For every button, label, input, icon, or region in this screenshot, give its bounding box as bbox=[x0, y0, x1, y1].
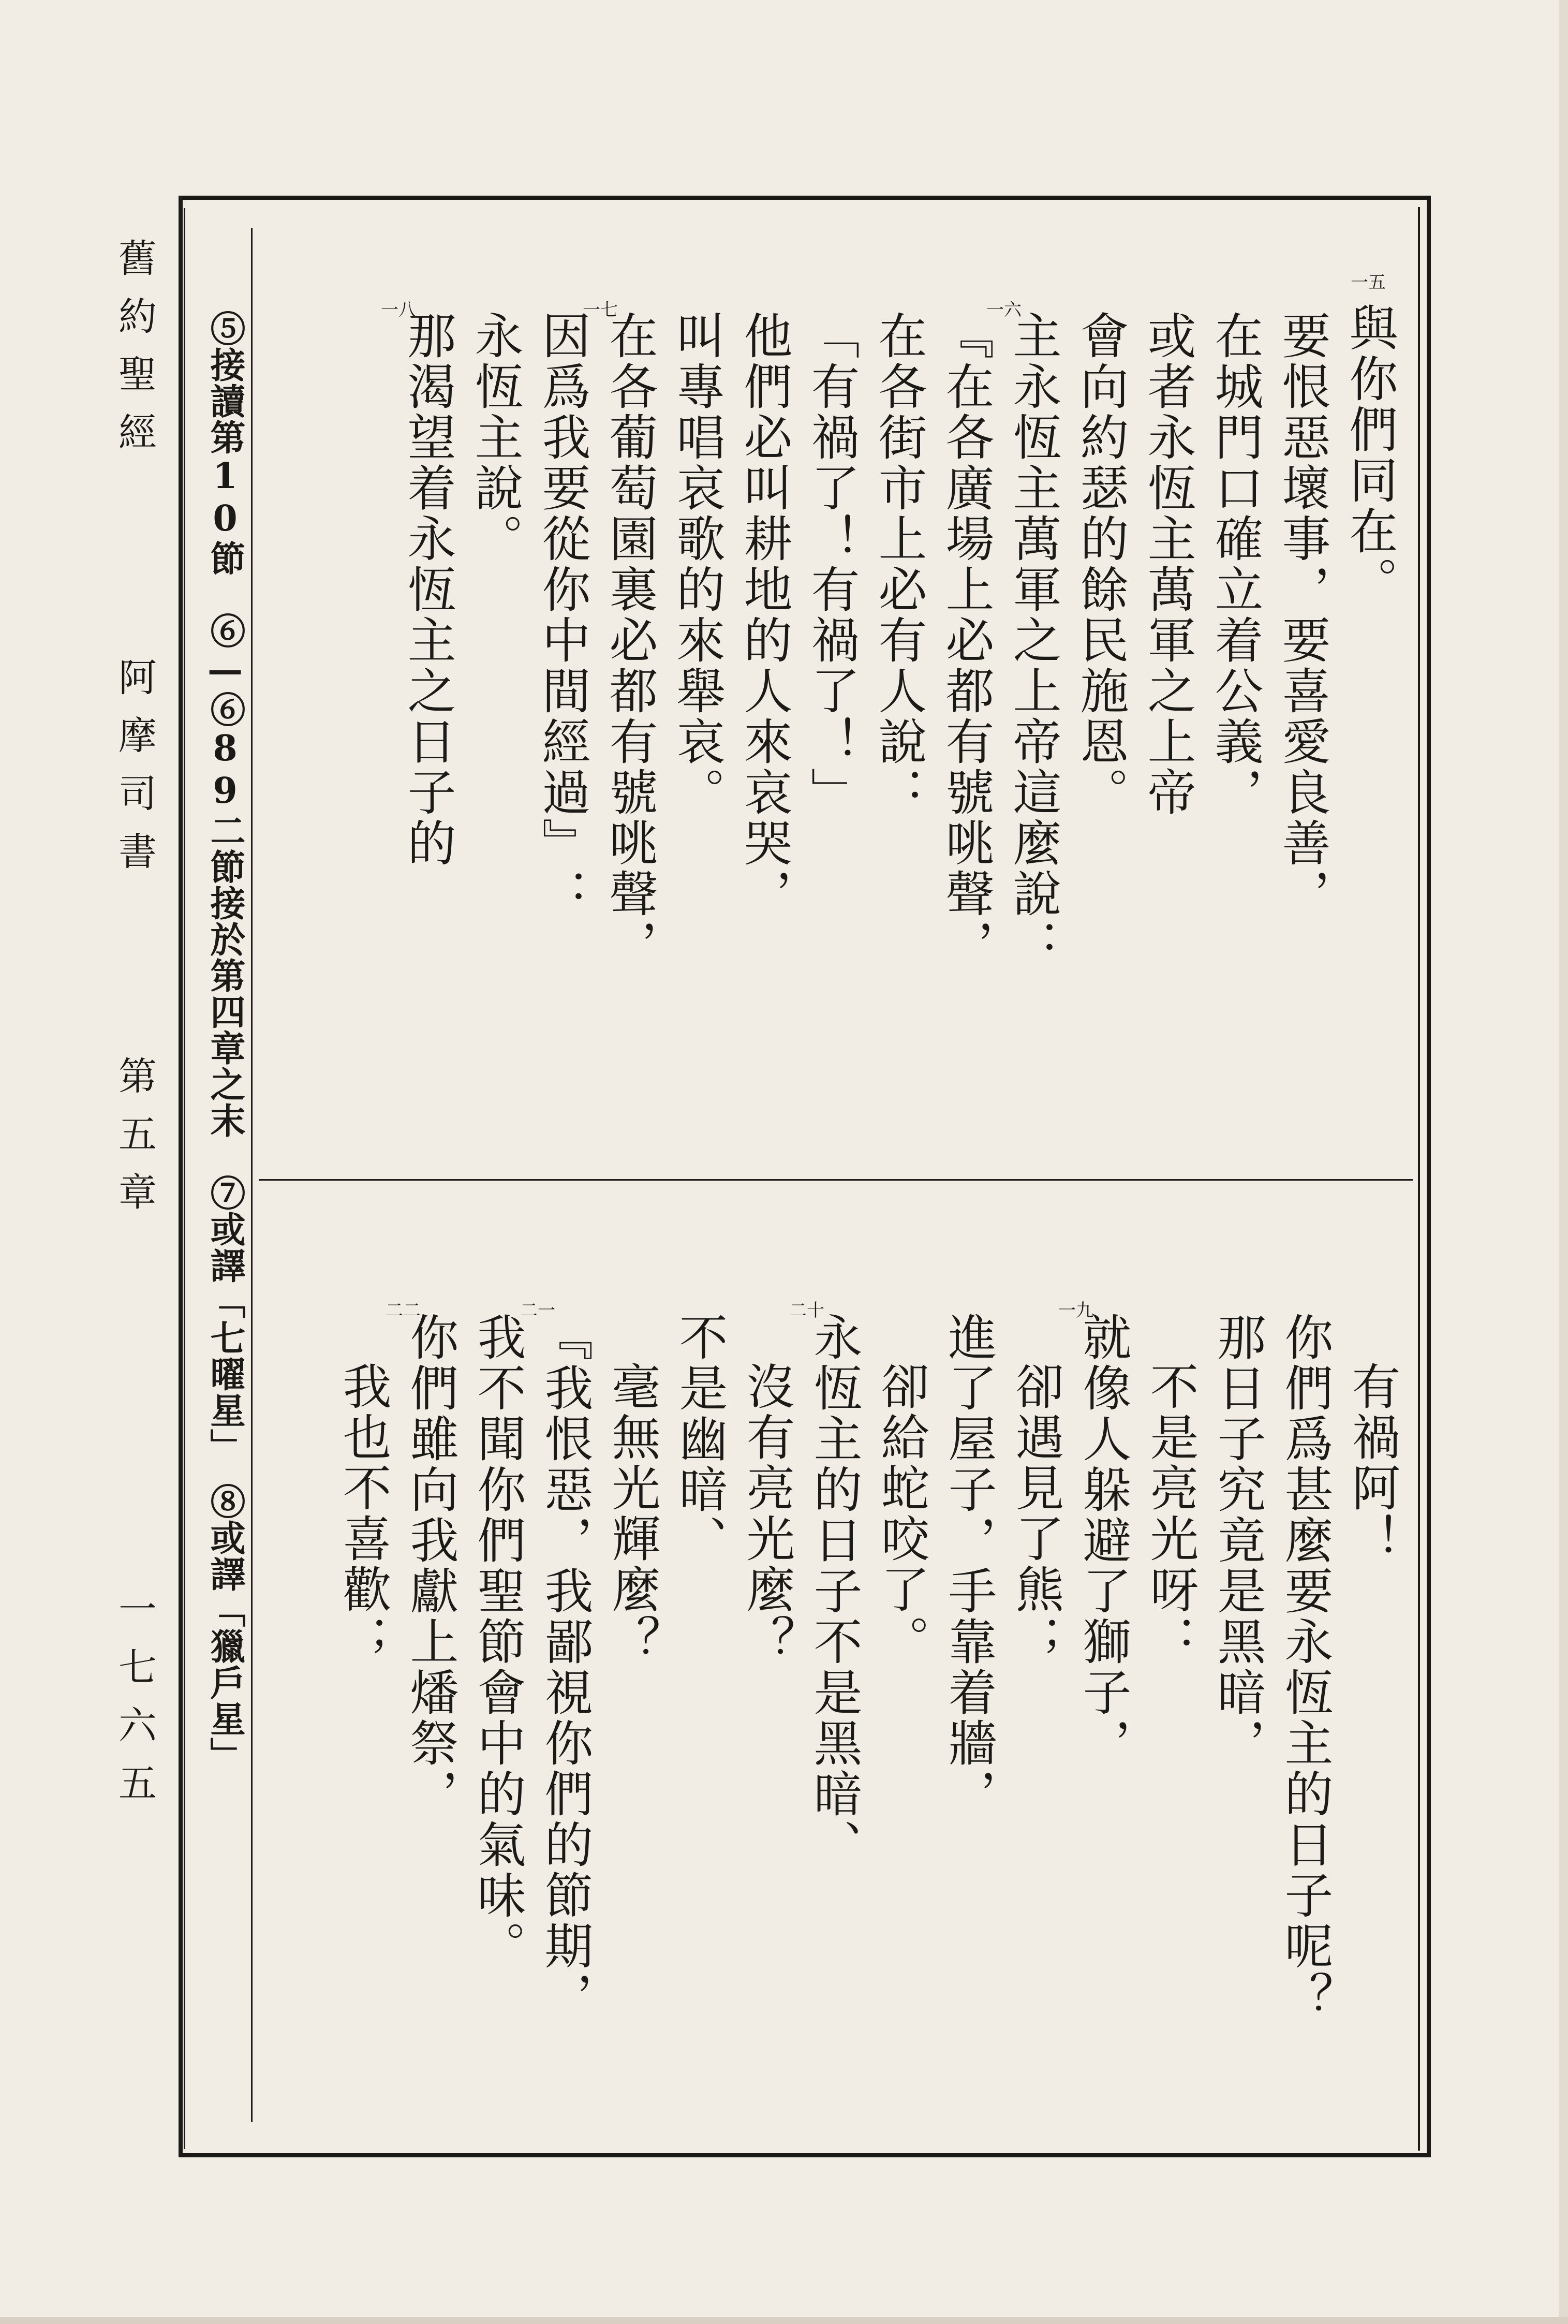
verse-line: 那日子究竟是黑暗， bbox=[1209, 1312, 1265, 1769]
verse-number: 二十 bbox=[789, 1300, 824, 1321]
verse-line: 會向約瑟的餘民施恩。 bbox=[1072, 311, 1128, 818]
verse-line: 要恨惡壞事，要喜愛良善， bbox=[1274, 311, 1330, 919]
running-header bbox=[106, 217, 163, 1977]
verse-line: 進了屋子，手靠着牆， bbox=[940, 1312, 996, 1819]
verse-line: 有禍阿！ bbox=[1343, 1361, 1400, 1564]
verse-line: 我也不喜歡； bbox=[334, 1361, 391, 1666]
verse-line: 卻遇見了熊； bbox=[1007, 1361, 1063, 1666]
verse-number: 一七 bbox=[583, 300, 618, 320]
verse-line: 一六 主永恆主萬軍之上帝這麼說： bbox=[986, 300, 1061, 970]
verse-line: 卻給蛇咬了。 bbox=[872, 1361, 929, 1666]
verse-line: 二十 永恆主的日子不是黑暗、 bbox=[789, 1300, 862, 1870]
frame-inner-right-rule bbox=[1418, 207, 1420, 2151]
verse-line: 二一 『我恨惡，我鄙視你們的節期， bbox=[520, 1300, 593, 2022]
verse-number: 一六 bbox=[986, 300, 1022, 320]
verse-number: 一五 bbox=[1351, 272, 1386, 293]
footnote-rule bbox=[251, 228, 253, 2122]
verse-line: 沒有亮光麼？ bbox=[738, 1361, 794, 1666]
section-title: 阿摩司書 bbox=[112, 657, 157, 889]
verse-line: 不是幽暗、 bbox=[671, 1312, 727, 1566]
page-number: 一七六五 bbox=[112, 1589, 157, 1821]
footnote: ⑤接讀第10節 ⑥—⑥89二節接於第四章之末 ⑦或譯「七曜星」 ⑧或譯「獵戶星」 bbox=[204, 311, 246, 1773]
page-edge-bottom bbox=[0, 2317, 1568, 2324]
verse-line: 永恆主說。 bbox=[466, 311, 523, 564]
block-divider bbox=[259, 1179, 1413, 1181]
verse-line: 毫無光輝麼？ bbox=[603, 1361, 660, 1666]
verse-line: 二二 你們雖向我獻上燔祭， bbox=[386, 1300, 458, 1819]
chapter-label: 第五章 bbox=[112, 1056, 157, 1230]
page-edge bbox=[1559, 0, 1568, 2324]
verse-line: 在各街市上必有人說： bbox=[870, 311, 926, 818]
verse-line: 一九 就像人躲避了獅子， bbox=[1058, 1300, 1131, 1769]
verse-line: 你們爲甚麼要永恆主的日子呢？ bbox=[1276, 1312, 1333, 2022]
verse-line: 叫專唱哀歌的來舉哀。 bbox=[668, 311, 724, 818]
verse-line: 他們必叫耕地的人來哀哭， bbox=[735, 311, 792, 919]
verse-line: 一七 在各葡萄園裏必都有號咷聲， bbox=[583, 300, 657, 970]
verse-line: 我不聞你們聖節會中的氣味。 bbox=[469, 1312, 525, 1972]
book-title: 舊約聖經 bbox=[112, 238, 157, 470]
verse-line: 『在各廣場上必都有號咷聲， bbox=[937, 311, 994, 970]
verse-number: 一九 bbox=[1058, 1300, 1093, 1321]
verse-number: 二一 bbox=[520, 1300, 555, 1321]
verse-line: 一五 與你們同在。 bbox=[1341, 272, 1397, 607]
verse-line: 不是亮光呀： bbox=[1142, 1361, 1198, 1666]
verse-line: 或者永恆主萬軍之上帝 bbox=[1139, 311, 1195, 818]
verse-line: 「有禍了！有禍了！」 bbox=[803, 311, 859, 818]
verse-number: 一八 bbox=[381, 300, 416, 320]
verse-number: 二二 bbox=[386, 1300, 421, 1321]
verse-line: 因爲我要從你中間經過』： bbox=[534, 311, 590, 919]
verse-line: 在城門口確立着公義， bbox=[1206, 311, 1263, 818]
verse-line: 一八 那渴望着永恆主之日子的 bbox=[381, 300, 455, 869]
frame-inner-left-rule bbox=[184, 208, 185, 2149]
